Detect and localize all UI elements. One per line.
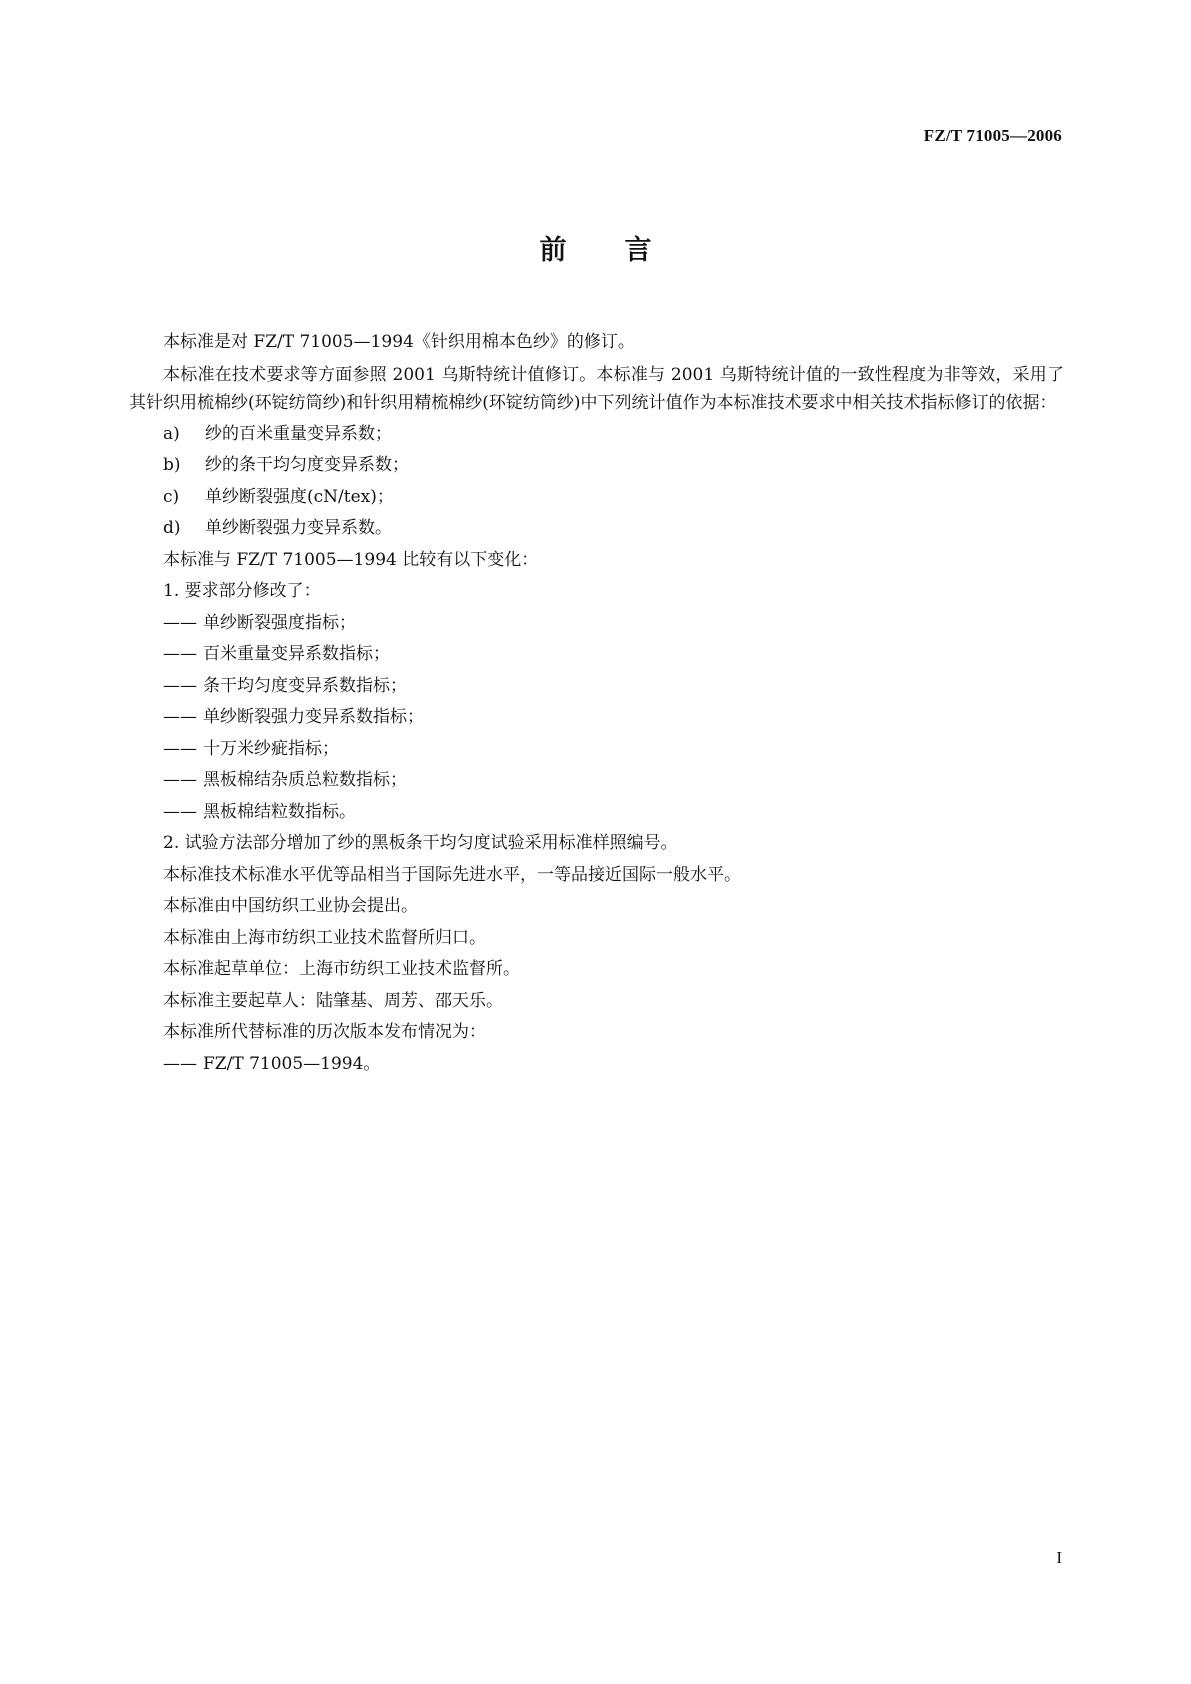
dash-item-text: 十万米纱疵指标； [203, 738, 339, 759]
page-title: 前言 [539, 235, 710, 266]
document-body [129, 327, 1064, 1080]
dash-item-text: 单纱断裂强度指标； [203, 612, 356, 633]
dash-item-text: 黑板棉结粒数指标。 [203, 801, 356, 822]
list-marker: d) [163, 518, 181, 538]
paragraph-history: 本标准所代替标准的历次版本发布情况为： [163, 1022, 486, 1042]
paragraph-drafting-unit: 本标准起草单位：上海市纺织工业技术监督所。 [163, 959, 520, 979]
list-item-text: 单纱断裂强力变异系数。 [205, 518, 392, 538]
paragraph-test-methods: 2. 试验方法部分增加了纱的黑板条干均匀度试验采用标准样照编号。 [163, 833, 678, 853]
dash-item [129, 765, 1064, 797]
paragraph-requirements: 1. 要求部分修改了： [163, 581, 321, 601]
page-number: I [1056, 1548, 1062, 1567]
list-item [129, 513, 1064, 545]
dash-item [129, 797, 1064, 829]
dash-marker: —— [163, 770, 197, 790]
list-item [129, 482, 1064, 514]
paragraph-revision: 本标准是对 FZ/T 71005—1994《针织用棉本色纱》的修订。 [163, 332, 635, 352]
dash-marker: —— [163, 612, 197, 633]
list-item-text: 纱的百米重量变异系数； [205, 423, 392, 444]
dash-item [129, 639, 1064, 671]
standard-code: FZ/T 71005—2006 [923, 126, 1062, 145]
paragraph-administrator: 本标准由上海市纺织工业技术监督所归口。 [163, 927, 486, 948]
dash-item [129, 608, 1064, 640]
dash-marker: —— [163, 707, 197, 727]
list-marker: a) [163, 423, 180, 444]
dash-marker: —— [163, 801, 197, 822]
list-item [129, 419, 1064, 451]
paragraph-drafters: 本标准主要起草人：陆肇基、周芳、邵天乐。 [163, 990, 503, 1011]
list-marker: b) [163, 455, 181, 475]
list-item-text: 单纱断裂强度(cN/tex)； [205, 486, 394, 507]
paragraph-reference: 本标准在技术要求等方面参照 2001 乌斯特统计值修订。本标准与 2001 乌斯特统计值的一致性程度为非等效，采用了其针织用梳棉纱(环锭纺筒纱)和针织用精梳棉纱(环锭纺筒纱)中下列统计值作为本标准技术要求中相关技术指标修订的依据： [129, 364, 1064, 413]
dash-marker: —— [163, 644, 197, 664]
paragraph-changes: 本标准与 FZ/T 71005—1994 比较有以下变化： [163, 549, 539, 570]
dash-item-text: 单纱断裂强力变异系数指标； [203, 707, 424, 727]
dash-item-text: 百米重量变异系数指标； [203, 644, 390, 664]
list-item-text: 纱的条干均匀度变异系数； [205, 455, 409, 475]
list-marker: c) [163, 486, 180, 507]
dash-item [129, 734, 1064, 766]
dash-item [129, 671, 1064, 703]
paragraph-level: 本标准技术标准水平优等品相当于国际先进水平，一等品接近国际一般水平。 [163, 864, 741, 885]
dash-item [129, 702, 1064, 734]
dash-item [129, 1049, 1064, 1081]
dash-item-text: FZ/T 71005—1994。 [203, 1053, 381, 1074]
dash-item-text: 黑板棉结杂质总粒数指标； [203, 770, 407, 790]
paragraph-proposer: 本标准由中国纺织工业协会提出。 [163, 896, 418, 916]
list-item [129, 450, 1064, 482]
dash-marker: —— [163, 1053, 197, 1074]
dash-item-text: 条干均匀度变异系数指标； [203, 675, 407, 696]
dash-marker: —— [163, 738, 197, 759]
dash-marker: —— [163, 675, 197, 696]
